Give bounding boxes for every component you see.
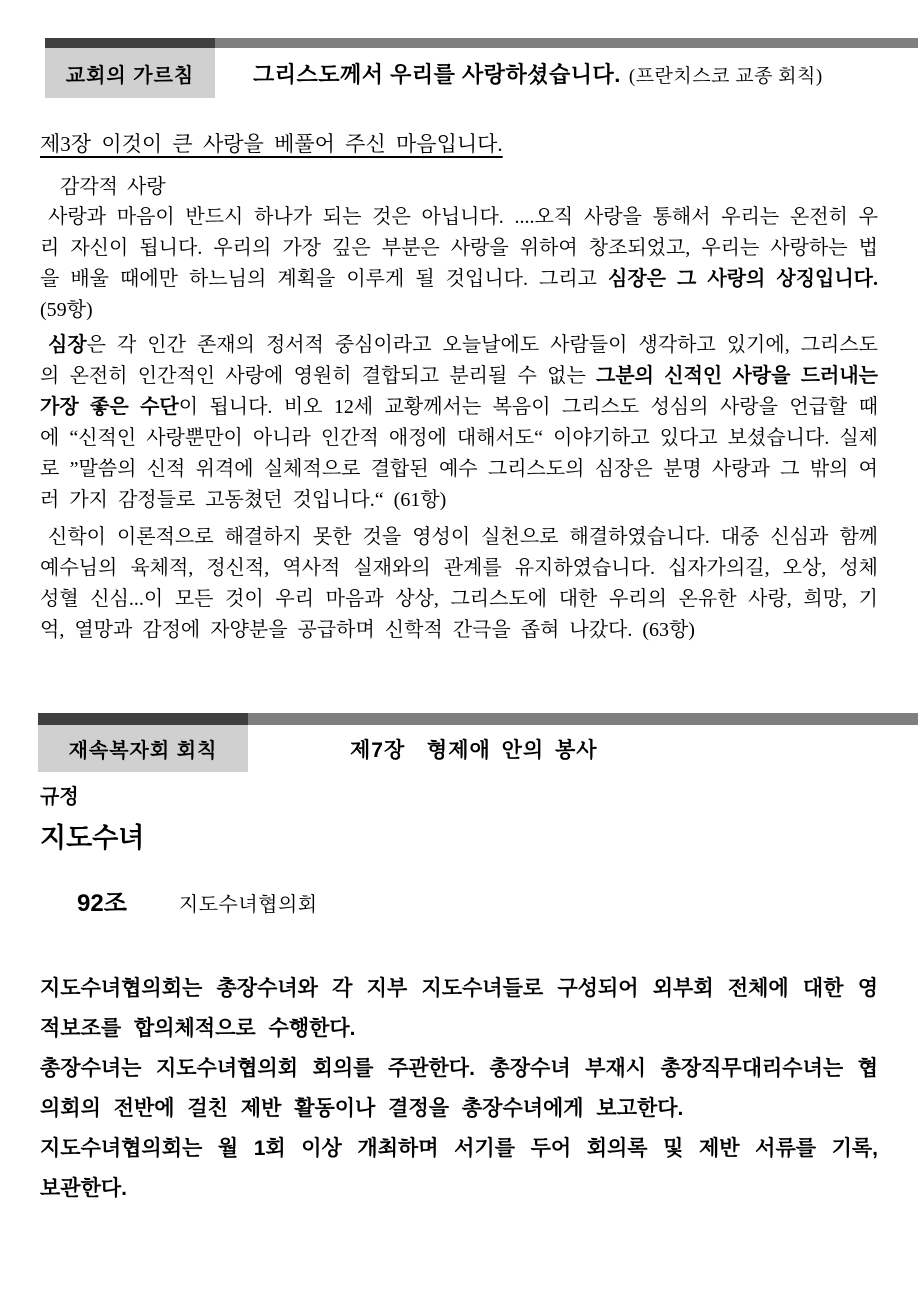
article-number: 92조 <box>77 890 127 917</box>
paragraph-2-bold-text: 그분의 신적인 사랑을 드러내는 가장 좋은 수단 <box>40 365 878 418</box>
kicker-regulation: 규정 <box>40 786 79 808</box>
section1-header-row <box>45 48 921 98</box>
paragraph-2 <box>40 330 878 516</box>
section1-header-rule <box>45 38 918 48</box>
section1-rule-gray-segment <box>215 38 918 48</box>
section2-header-rule <box>38 713 918 725</box>
rules-block <box>0 969 921 1209</box>
rule-paragraph-1: 지도수녀협의회는 총장수녀와 각 지부 지도수녀들로 구성되어 외부회 전체에 대한 영적보조를 합의체적으로 수행한다. <box>40 977 878 1040</box>
article-row <box>77 886 878 923</box>
paragraph-3 <box>40 522 878 646</box>
paragraph-2-text-a: 은 각 인간 존재의 정서적 중심이라고 오늘날에도 사람들이 생각하고 있기에, 그리스도의 온전히 인간적인 사랑에 영원히 결합되고 분리될 수 없는 <box>40 334 878 387</box>
chapter-heading: 제3장 이것이 큰 사랑을 베풀어 주신 마음입니다. <box>40 132 503 156</box>
paragraph-2-text-b: 이 됩니다. 비오 12세 교황께서는 복음이 그리스도 성심의 사랑을 언급할 때에 “신적인 사랑뿐만이 아니라 인간적 애정에 대해서도“ 이야기하고 있다고 보셨습니다. 실제로 ”말씀의 신적 위격에 실체적으로 결합된 예수 그리스도의 심장은 분명 사랑과 그 밖의 여러 가지 감정들로 고동쳤던 것입니다.“ (61항) <box>40 396 879 511</box>
paragraph-1-text: 사랑과 마음이 반드시 하나가 되는 것은 아닙니다. ....오직 사랑을 통해서 우리는 온전히 우리 자신이 됩니다. 우리의 가장 깊은 부분은 사랑을 위하여 창조되었고, 우리는 사랑하는 법을 배울 때에만 하느님의 계획을 이루게 될 것입니다. 그리고 <box>40 206 878 290</box>
section2-header <box>0 713 921 772</box>
section1-title-main: 그리스도께서 우리를 사랑하셨습니다. <box>253 61 621 87</box>
article-title: 지도수녀협의회 <box>178 894 318 916</box>
section1-header <box>0 38 921 98</box>
paragraph-1-bold-text: 심장은 그 사랑의 상징입니다. <box>608 268 878 290</box>
section1-rule-dark-segment <box>45 38 215 48</box>
section1-title <box>253 58 823 89</box>
paragraph-1-citation: (59항) <box>40 299 93 321</box>
section2-title: 제7장 형제애 안의 봉사 <box>350 738 598 762</box>
section2-rule-dark-segment <box>38 713 248 725</box>
rule-paragraph-2: 총장수녀는 지도수녀협의회 회의를 주관한다. 총장수녀 부재시 총장직무대리수녀는 협의회의 전반에 걸친 제반 활동이나 결정을 총장수녀에게 보고한다. <box>40 1057 878 1120</box>
paragraph-3-text: 신학이 이론적으로 해결하지 못한 것을 영성이 실천으로 해결하였습니다. 대중 신심과 함께 예수님의 육체적, 정신적, 역사적 실재와의 관계를 유지하였습니다. 십자가의길, 오상, 성체 성혈 신심...이 모든 것이 우리 마음과 상상, 그리스도에 대한 우리의 온유한 사랑, 희망, 기억, 열망과 감정에 자양분을 공급하며 신학적 간극을 좁혀 나갔다. (63항) <box>40 526 878 641</box>
section2-header-row <box>38 725 921 772</box>
paragraph-2-bold-lead: 심장 <box>48 334 87 356</box>
paragraph-1 <box>40 202 878 326</box>
rule-paragraph-3: 지도수녀협의회는 월 1회 이상 개최하며 서기를 두어 회의록 및 제반 서류를 기록, 보관한다. <box>40 1137 878 1200</box>
document-page <box>0 38 921 1314</box>
subheading-sensory-love: 감각적 사랑 <box>60 176 166 198</box>
section1-tab-label: 교회의 가르침 <box>45 48 215 98</box>
role-heading: 지도수녀 <box>40 823 145 853</box>
section2-rule-gray-segment <box>248 713 918 725</box>
section2-tab-label: 재속복자회 회칙 <box>38 725 248 772</box>
section1-title-suffix: (프란치스코 교종 회칙) <box>628 65 823 87</box>
